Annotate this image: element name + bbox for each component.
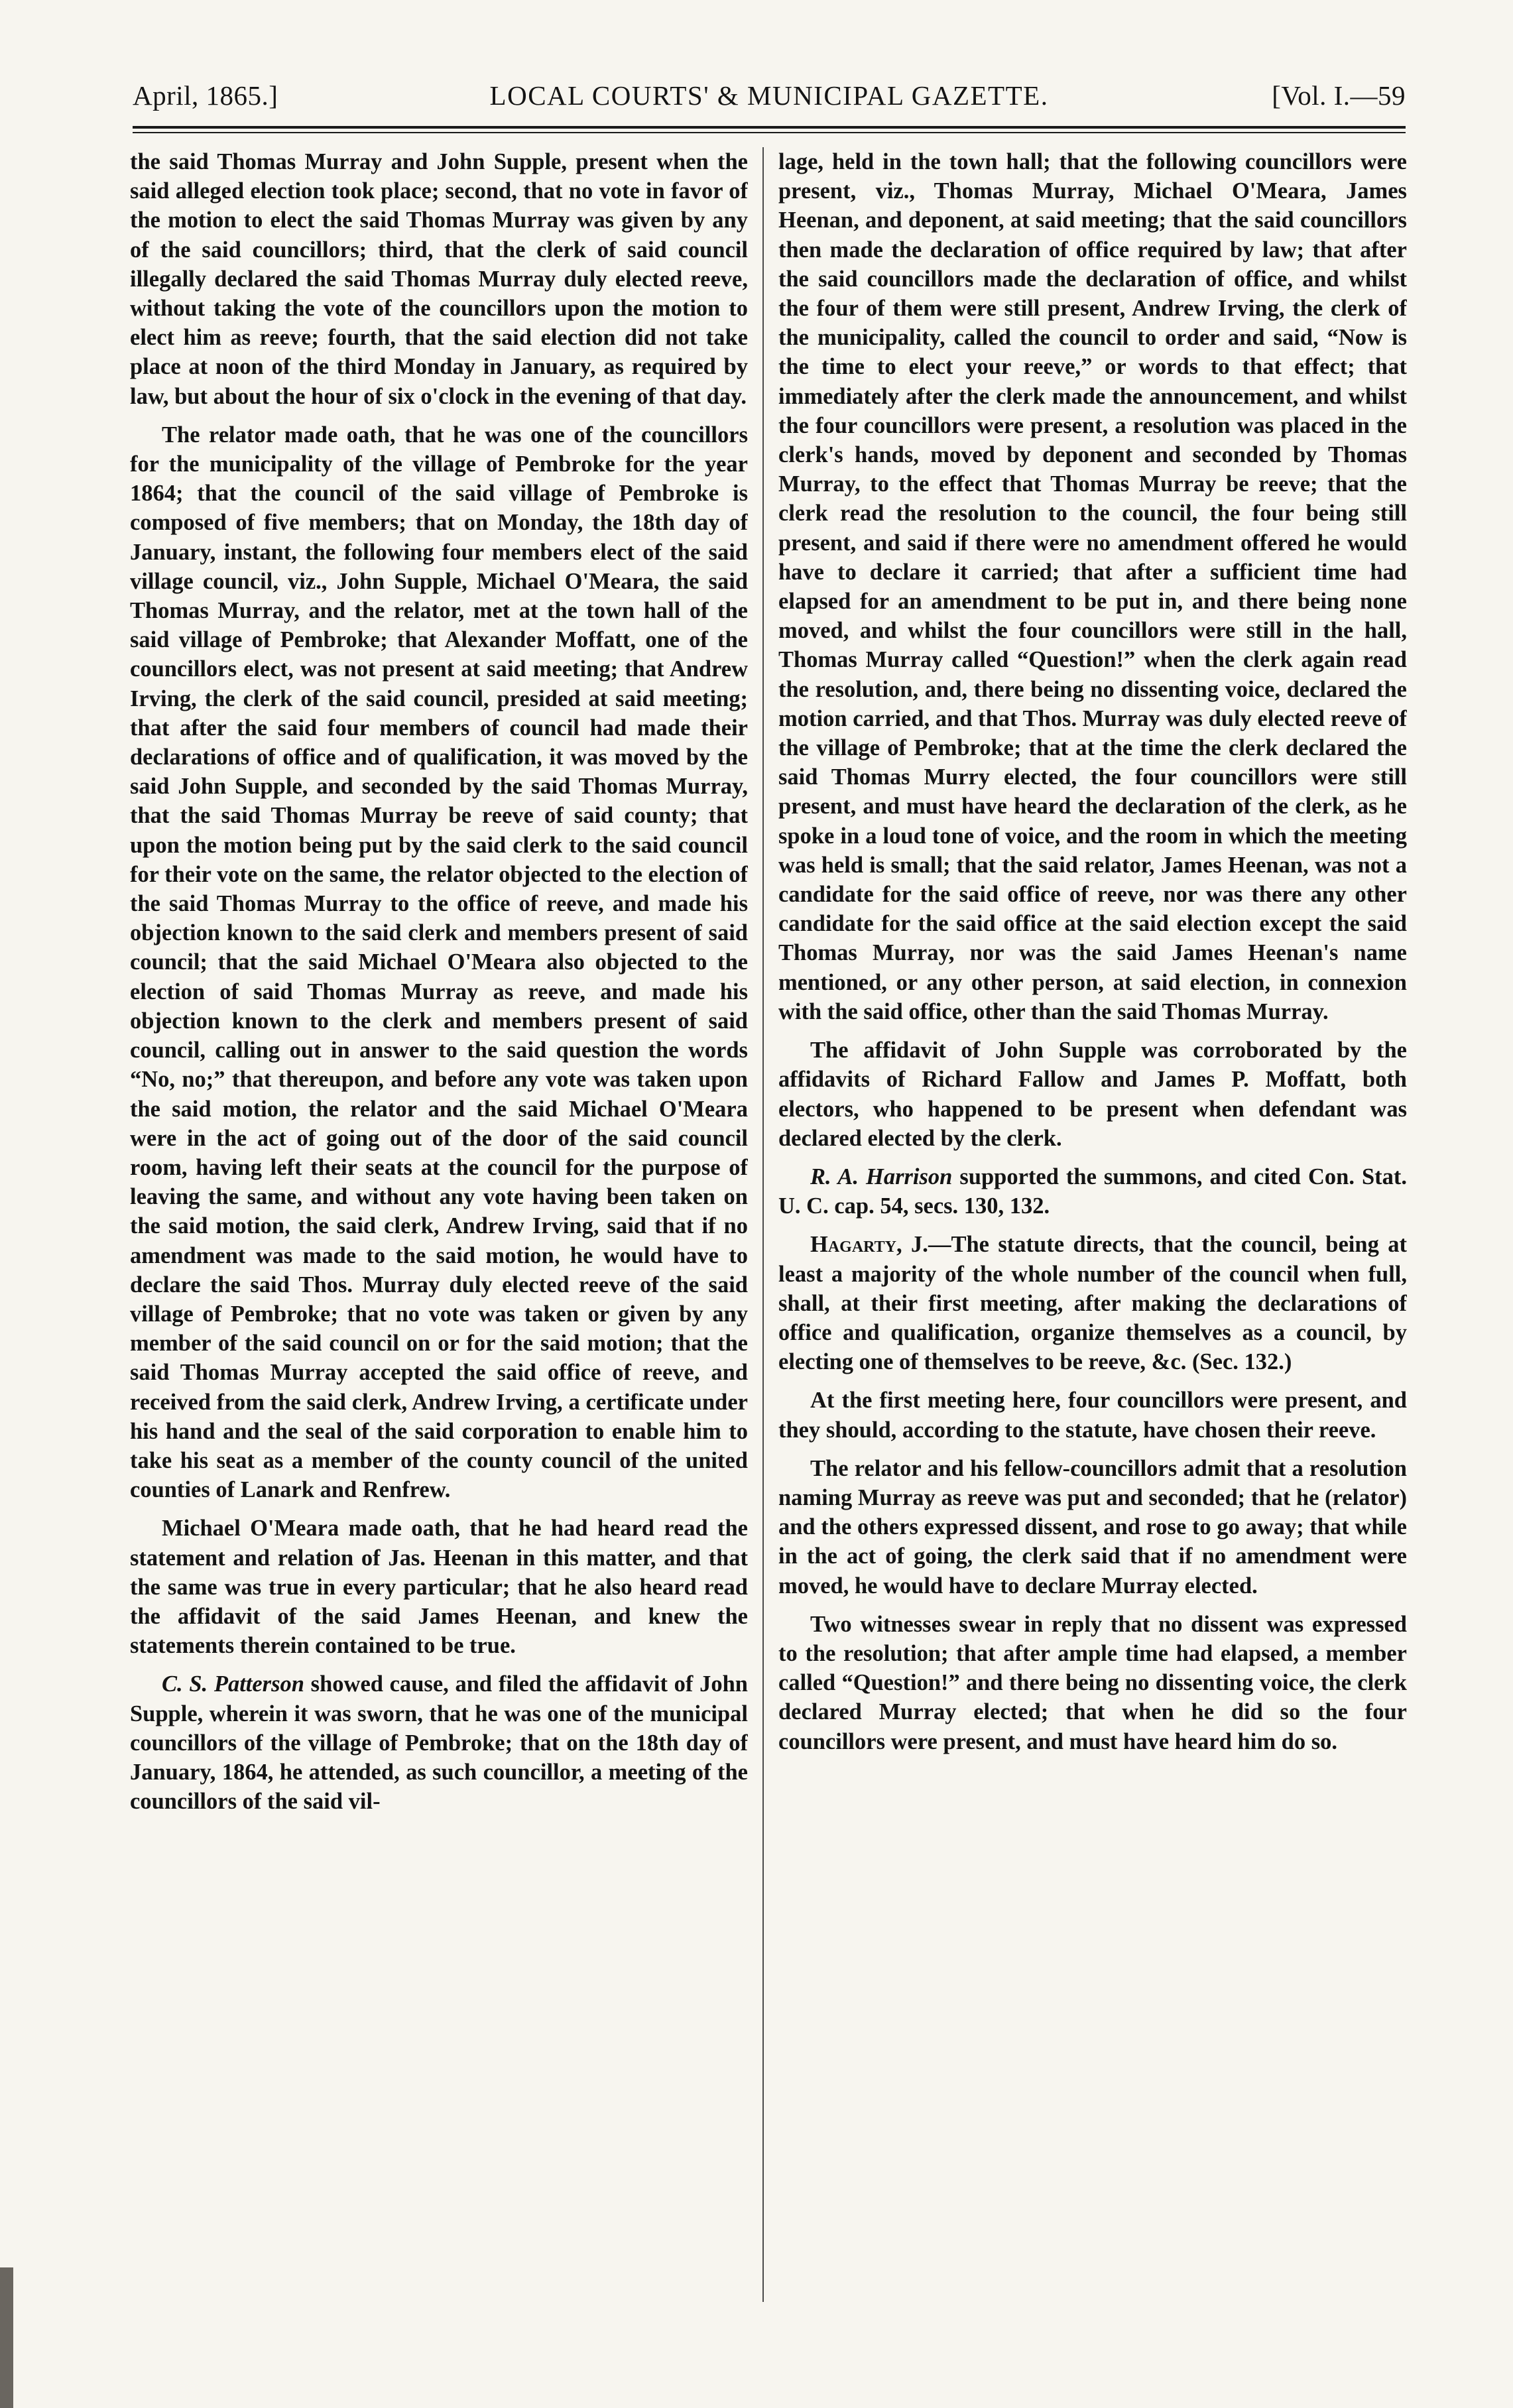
counsel-name-patterson: C. S. Patterson <box>162 1671 304 1697</box>
right-paragraph-6: The relator and his fellow-councillors admit that a resolution naming Murray as reeve was put and seconded; that he (relator) and the others expressed dissent, and rose to go away; that while in the act of going, the clerk said that if no amendment were moved, he would have to declare Murray elected. <box>778 1455 1407 1598</box>
left-paragraph-2: The relator made oath, that he was one of the councillors for the municipality of the village of Pembroke for the year 1864; that the council of the said village of Pembroke is composed of five members; that on Monday, the 18th day of January, instant, the following four members elect of the said village council, viz., John Supple, Michael O'Meara, the said Thomas Murray, and the relator, met at the town hall of the said village of Pembroke; that Alexander Moffatt, one of the councillors elect, was not present at said meeting; that Andrew Irving, the clerk of the said council, presided at said meeting; that after the said four members of council had made their declarations of office and of qualification, it was moved by the said John Supple, and seconded by the said Thomas Murray, that the said Thomas Murray be reeve of said county; that upon the motion being put by the said clerk to the said council for their vote on the same, the relator objected to the election of the said Thomas Murray to the office of reeve, and made his objection known to the said clerk and members present of said council; that the said Michael O'Meara also objected to the election of said Thomas Murray as reeve, and made his objection known to the clerk and members present of said council, calling out in answer to the said question the words “No, no;” that thereupon, and before any vote was taken upon the said motion, the relator and the said Michael O'Meara were in the act of going out of the door of the said council room, having left their seats at the council for the purpose of leaving the same, and without any vote having been taken on the said motion, the said clerk, Andrew Irving, said that if no amendment was made to the said motion, he would have to declare the said Thos. Murray duly elected reeve of the said village of Pembroke; that no vote was taken or given by any member of the said council on or for the said motion; that the said Thomas Murray accepted the said office of reeve, and received from the said clerk, Andrew Irving, a certificate under his hand and the seal of the said corporation to enable him to take his seat as a member of the county council of the united counties of Lanark and Renfrew. <box>130 422 748 1503</box>
judge-name: Hagarty, J. <box>810 1232 928 1258</box>
column-divider <box>762 147 764 2302</box>
right-paragraph-7: Two witnesses swear in reply that no dissent was expressed to the resolution; that after ample time had elapsed, a member called “Question!” and there being no dissenting voice, the clerk declared Murray elected; that when he did so the four councillors were present, and must have heard him do so. <box>778 1611 1407 1754</box>
left-column <box>130 147 748 2302</box>
left-paragraph-4-text: showed cause, and filed the affidavit of John Supple, wherein it was sworn, that he was one of the municipal councillors of the village of Pembroke; that on the 18th day of January, 1864, he attended, as such councillor, a meeting of the councillors of the said vil- <box>130 1671 748 1815</box>
right-paragraph-5: At the first meeting here, four councillors were present, and they should, according to the statute, have chosen their reeve. <box>778 1388 1407 1443</box>
issue-date: April, 1865.] <box>133 80 278 111</box>
right-paragraph-4-text: —The statute directs, that the council, being at least a majority of the whole number of the council when full, shall, at their first meeting, after making the declarations of office and qualification, organize themselves as a council, by electing one of themselves to be reeve, &c. (Sec. 132.) <box>778 1232 1407 1375</box>
right-paragraph-4 <box>778 1230 1407 1376</box>
header-rule-thin <box>133 132 1406 133</box>
left-paragraph-4 <box>130 1669 748 1816</box>
right-paragraph-3-text: supported the summons, and cited Con. Stat. U. C. cap. 54, secs. 130, 132. <box>778 1164 1407 1219</box>
right-paragraph-1: lage, held in the town hall; that the following councillors were present, viz., Thomas Murray, Michael O'Meara, James Heenan, and deponent, at said meeting; that the said councillors then made the declaration of office required by law; that after the said councillors made the declaration of office, and whilst the four of them were still present, Andrew Irving, the clerk of the municipality, called the council to order and said, “Now is the time to elect your reeve,” or words to that effect; that immediately after the clerk made the announcement, and whilst the four councillors were present, a resolution was placed in the clerk's hands, moved by deponent and seconded by Thomas Murray, to the effect that Thomas Murray be reeve; that the clerk read the resolution to the council, the four being still present, and said if there were no amendment offered he would have to declare it carried; that after a sufficient time had elapsed for an amendment to be put in, and there being none moved, and whilst the four councillors were still in the hall, Thomas Murray called “Question!” when the clerk again read the resolution, and, there being no dissenting voice, declared the motion carried, and that Thos. Murray was duly elected reeve of the village of Pembroke; that at the time the clerk declared the said Thomas Murry elected, the four councillors were still present, and must have heard the declaration of the clerk, as he spoke in a loud tone of voice, and the room in which the meeting was held is small; that the said relator, James Heenan, was not a candidate for the said office of reeve, nor was there any other candidate for the said office at the said election except the said Thomas Murray, nor was the said James Heenan's name mentioned, or any other person, at said election, in connexion with the said office, other than the said Thomas Murray. <box>778 149 1407 1024</box>
left-paragraph-3: Michael O'Meara made oath, that he had heard read the statement and relation of Jas. Heenan in this matter, and that the same was true in every particular; that he also heard read the affidavit of the said James Heenan, and knew the statements therein contained to be true. <box>130 1516 748 1659</box>
running-head <box>133 80 1406 119</box>
counsel-name-harrison: R. A. Harrison <box>810 1164 953 1189</box>
left-paragraph-1: the said Thomas Murray and John Supple, present when the said alleged election took place; second, that no vote in favor of the motion to elect the said Thomas Murray was given by any of the said councillors; third, that the clerk of said council illegally declared the said Thomas Murray duly elected reeve, without taking the vote of the councillors upon the motion to elect him as reeve; fourth, that the said election did not take place at noon of the third Monday in January, as required by law, but about the hour of six o'clock in the evening of that day. <box>130 149 748 409</box>
volume-page-number: [Vol. I.—59 <box>1272 80 1406 111</box>
publication-title: LOCAL COURTS' & MUNICIPAL GAZETTE. <box>489 80 1049 111</box>
binding-edge <box>0 2267 13 2408</box>
right-column <box>778 147 1407 2302</box>
header-rule-thick <box>133 126 1406 129</box>
right-paragraph-3 <box>778 1162 1407 1221</box>
right-paragraph-2: The affidavit of John Supple was corroborated by the affidavits of Richard Fallow and James P. Moffatt, both electors, who happened to be present when defendant was declared elected by the clerk. <box>778 1038 1407 1151</box>
